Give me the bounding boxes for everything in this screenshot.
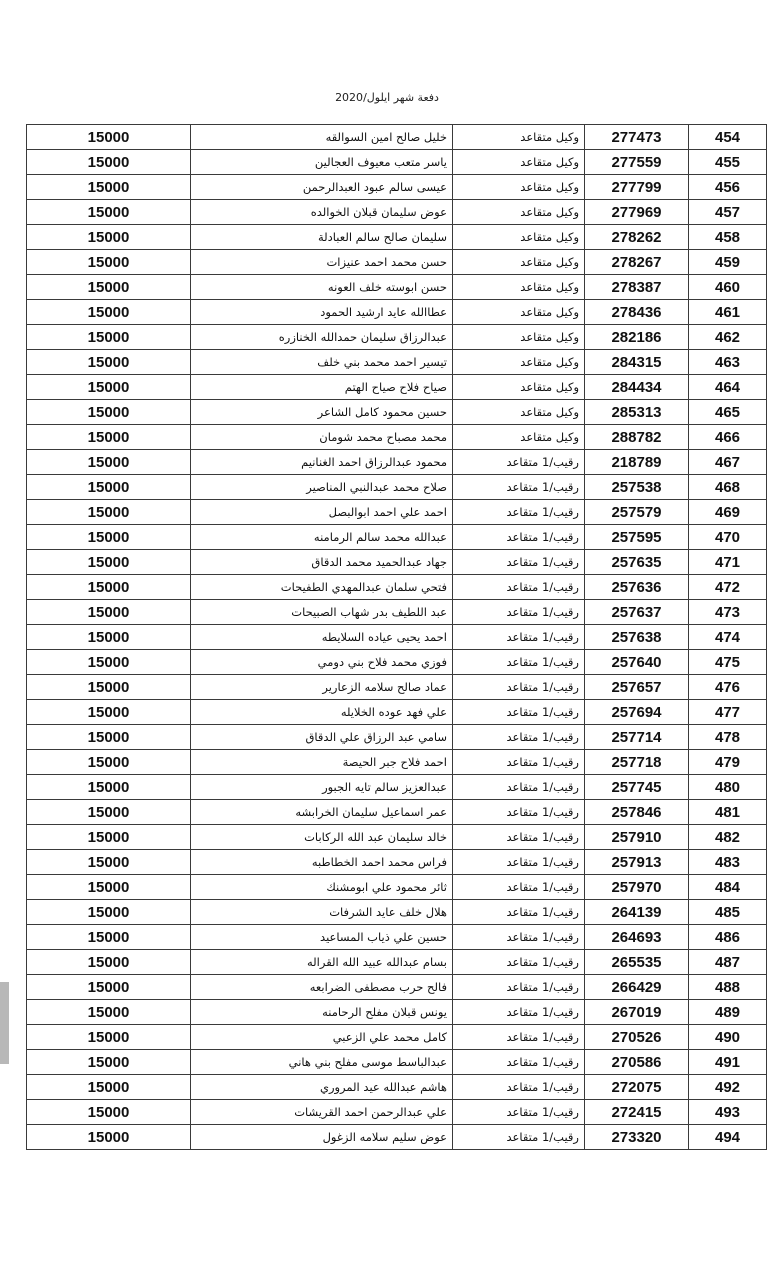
amount-cell: 15000 bbox=[27, 575, 191, 600]
amount-cell: 15000 bbox=[27, 975, 191, 1000]
serial-number-cell: 468 bbox=[689, 475, 767, 500]
name-cell: عوض سليمان قبلان الخوالده bbox=[191, 200, 453, 225]
rank-cell: رقيب/1 متقاعد bbox=[453, 875, 585, 900]
table-row bbox=[27, 550, 767, 575]
name-cell: محمد مصباح محمد شومان bbox=[191, 425, 453, 450]
rank-cell: وكيل متقاعد bbox=[453, 250, 585, 275]
amount-cell: 15000 bbox=[27, 875, 191, 900]
name-cell: فراس محمد احمد الخطاطبه bbox=[191, 850, 453, 875]
amount-cell: 15000 bbox=[27, 375, 191, 400]
table-row bbox=[27, 875, 767, 900]
military-id-cell: 273320 bbox=[585, 1125, 689, 1150]
rank-cell: وكيل متقاعد bbox=[453, 300, 585, 325]
amount-cell: 15000 bbox=[27, 850, 191, 875]
table-row bbox=[27, 525, 767, 550]
amount-cell: 15000 bbox=[27, 1075, 191, 1100]
amount-cell: 15000 bbox=[27, 650, 191, 675]
name-cell: محمود عبدالرزاق احمد الغنانيم bbox=[191, 450, 453, 475]
rank-cell: رقيب/1 متقاعد bbox=[453, 800, 585, 825]
military-id-cell: 257846 bbox=[585, 800, 689, 825]
name-cell: عبدالباسط موسى مفلح بني هاني bbox=[191, 1050, 453, 1075]
table-row bbox=[27, 1025, 767, 1050]
military-id-cell: 277473 bbox=[585, 125, 689, 150]
table-row bbox=[27, 750, 767, 775]
name-cell: هلال خلف عايد الشرفات bbox=[191, 900, 453, 925]
serial-number-cell: 473 bbox=[689, 600, 767, 625]
table-row bbox=[27, 300, 767, 325]
serial-number-cell: 466 bbox=[689, 425, 767, 450]
military-id-cell: 265535 bbox=[585, 950, 689, 975]
page-title: دفعة شهر ايلول/2020 bbox=[335, 91, 439, 104]
name-cell: كامل محمد علي الزعبي bbox=[191, 1025, 453, 1050]
serial-number-cell: 464 bbox=[689, 375, 767, 400]
rank-cell: رقيب/1 متقاعد bbox=[453, 1000, 585, 1025]
rank-cell: وكيل متقاعد bbox=[453, 150, 585, 175]
table-row bbox=[27, 1100, 767, 1125]
name-cell: بسام عبدالله عبيد الله القراله bbox=[191, 950, 453, 975]
table-row bbox=[27, 775, 767, 800]
serial-number-cell: 474 bbox=[689, 625, 767, 650]
name-cell: يونس قبلان مفلح الرحامنه bbox=[191, 1000, 453, 1025]
military-id-cell: 270586 bbox=[585, 1050, 689, 1075]
table-row bbox=[27, 1125, 767, 1150]
rank-cell: رقيب/1 متقاعد bbox=[453, 625, 585, 650]
amount-cell: 15000 bbox=[27, 900, 191, 925]
rank-cell: وكيل متقاعد bbox=[453, 425, 585, 450]
name-cell: تيسير احمد محمد بني خلف bbox=[191, 350, 453, 375]
amount-cell: 15000 bbox=[27, 275, 191, 300]
name-cell: احمد فلاح جبر الحيصة bbox=[191, 750, 453, 775]
table-row bbox=[27, 675, 767, 700]
serial-number-cell: 475 bbox=[689, 650, 767, 675]
military-id-cell: 278262 bbox=[585, 225, 689, 250]
amount-cell: 15000 bbox=[27, 1050, 191, 1075]
serial-number-cell: 494 bbox=[689, 1125, 767, 1150]
table-row bbox=[27, 900, 767, 925]
rank-cell: رقيب/1 متقاعد bbox=[453, 450, 585, 475]
military-id-cell: 285313 bbox=[585, 400, 689, 425]
table-row bbox=[27, 1000, 767, 1025]
rank-cell: رقيب/1 متقاعد bbox=[453, 1125, 585, 1150]
name-cell: خالد سليمان عبد الله الركابات bbox=[191, 825, 453, 850]
rank-cell: رقيب/1 متقاعد bbox=[453, 475, 585, 500]
table-row bbox=[27, 375, 767, 400]
serial-number-cell: 459 bbox=[689, 250, 767, 275]
table-row bbox=[27, 800, 767, 825]
serial-number-cell: 493 bbox=[689, 1100, 767, 1125]
table-row bbox=[27, 575, 767, 600]
military-id-cell: 267019 bbox=[585, 1000, 689, 1025]
name-cell: هاشم عبدالله عيد المروري bbox=[191, 1075, 453, 1100]
name-cell: حسن ابوسته خلف العونه bbox=[191, 275, 453, 300]
rank-cell: رقيب/1 متقاعد bbox=[453, 900, 585, 925]
amount-cell: 15000 bbox=[27, 225, 191, 250]
name-cell: فتحي سلمان عبدالمهدي الطفيحات bbox=[191, 575, 453, 600]
serial-number-cell: 461 bbox=[689, 300, 767, 325]
rank-cell: رقيب/1 متقاعد bbox=[453, 1050, 585, 1075]
table-row bbox=[27, 350, 767, 375]
serial-number-cell: 460 bbox=[689, 275, 767, 300]
table-row bbox=[27, 950, 767, 975]
table-row bbox=[27, 650, 767, 675]
amount-cell: 15000 bbox=[27, 250, 191, 275]
rank-cell: رقيب/1 متقاعد bbox=[453, 525, 585, 550]
serial-number-cell: 488 bbox=[689, 975, 767, 1000]
name-cell: صلاح محمد عبدالنبي المناصير bbox=[191, 475, 453, 500]
name-cell: ياسر متعب معيوف العجالين bbox=[191, 150, 453, 175]
amount-cell: 15000 bbox=[27, 425, 191, 450]
name-cell: حسن محمد احمد عنيزات bbox=[191, 250, 453, 275]
name-cell: جهاد عبدالحميد محمد الدقاق bbox=[191, 550, 453, 575]
amount-cell: 15000 bbox=[27, 725, 191, 750]
name-cell: ثائر محمود علي ابومشنك bbox=[191, 875, 453, 900]
rank-cell: رقيب/1 متقاعد bbox=[453, 975, 585, 1000]
military-id-cell: 218789 bbox=[585, 450, 689, 475]
name-cell: فالح حرب مصطفى الضرابعه bbox=[191, 975, 453, 1000]
rank-cell: وكيل متقاعد bbox=[453, 225, 585, 250]
table-row bbox=[27, 500, 767, 525]
name-cell: عبد اللطيف بدر شهاب الصبيحات bbox=[191, 600, 453, 625]
amount-cell: 15000 bbox=[27, 950, 191, 975]
military-id-cell: 257657 bbox=[585, 675, 689, 700]
table-row bbox=[27, 150, 767, 175]
table-row bbox=[27, 975, 767, 1000]
table-row bbox=[27, 725, 767, 750]
serial-number-cell: 492 bbox=[689, 1075, 767, 1100]
serial-number-cell: 479 bbox=[689, 750, 767, 775]
name-cell: سليمان صالح سالم العبادلة bbox=[191, 225, 453, 250]
amount-cell: 15000 bbox=[27, 125, 191, 150]
rank-cell: رقيب/1 متقاعد bbox=[453, 1025, 585, 1050]
amount-cell: 15000 bbox=[27, 1100, 191, 1125]
military-id-cell: 284315 bbox=[585, 350, 689, 375]
name-cell: فوزي محمد فلاح بني دومي bbox=[191, 650, 453, 675]
serial-number-cell: 483 bbox=[689, 850, 767, 875]
serial-number-cell: 467 bbox=[689, 450, 767, 475]
name-cell: عبدالرزاق سليمان حمدالله الخنازره bbox=[191, 325, 453, 350]
serial-number-cell: 457 bbox=[689, 200, 767, 225]
serial-number-cell: 462 bbox=[689, 325, 767, 350]
name-cell: احمد علي احمد ابوالبصل bbox=[191, 500, 453, 525]
military-id-cell: 270526 bbox=[585, 1025, 689, 1050]
military-id-cell: 257538 bbox=[585, 475, 689, 500]
amount-cell: 15000 bbox=[27, 800, 191, 825]
name-cell: عطاالله عايد ارشيد الحمود bbox=[191, 300, 453, 325]
military-id-cell: 266429 bbox=[585, 975, 689, 1000]
table-row bbox=[27, 700, 767, 725]
military-id-cell: 257640 bbox=[585, 650, 689, 675]
rank-cell: وكيل متقاعد bbox=[453, 125, 585, 150]
serial-number-cell: 489 bbox=[689, 1000, 767, 1025]
table-row bbox=[27, 1050, 767, 1075]
amount-cell: 15000 bbox=[27, 200, 191, 225]
serial-number-cell: 463 bbox=[689, 350, 767, 375]
name-cell: حسين محمود كامل الشاعر bbox=[191, 400, 453, 425]
military-id-cell: 257910 bbox=[585, 825, 689, 850]
serial-number-cell: 485 bbox=[689, 900, 767, 925]
name-cell: احمد يحيى عياده السلايطه bbox=[191, 625, 453, 650]
serial-number-cell: 476 bbox=[689, 675, 767, 700]
serial-number-cell: 480 bbox=[689, 775, 767, 800]
serial-number-cell: 484 bbox=[689, 875, 767, 900]
rank-cell: رقيب/1 متقاعد bbox=[453, 500, 585, 525]
amount-cell: 15000 bbox=[27, 1000, 191, 1025]
name-cell: عوض سليم سلامه الزغول bbox=[191, 1125, 453, 1150]
serial-number-cell: 465 bbox=[689, 400, 767, 425]
military-id-cell: 277559 bbox=[585, 150, 689, 175]
rank-cell: رقيب/1 متقاعد bbox=[453, 750, 585, 775]
amount-cell: 15000 bbox=[27, 300, 191, 325]
amount-cell: 15000 bbox=[27, 550, 191, 575]
military-id-cell: 257714 bbox=[585, 725, 689, 750]
table-row bbox=[27, 250, 767, 275]
amount-cell: 15000 bbox=[27, 675, 191, 700]
table-row bbox=[27, 175, 767, 200]
name-cell: عماد صالح سلامه الزعارير bbox=[191, 675, 453, 700]
name-cell: خليل صالح امين السوالقه bbox=[191, 125, 453, 150]
military-id-cell: 277799 bbox=[585, 175, 689, 200]
rank-cell: وكيل متقاعد bbox=[453, 400, 585, 425]
table-row bbox=[27, 125, 767, 150]
table-row bbox=[27, 425, 767, 450]
serial-number-cell: 482 bbox=[689, 825, 767, 850]
amount-cell: 15000 bbox=[27, 825, 191, 850]
serial-number-cell: 458 bbox=[689, 225, 767, 250]
amount-cell: 15000 bbox=[27, 150, 191, 175]
amount-cell: 15000 bbox=[27, 625, 191, 650]
military-id-cell: 257635 bbox=[585, 550, 689, 575]
rank-cell: رقيب/1 متقاعد bbox=[453, 950, 585, 975]
military-id-cell: 264139 bbox=[585, 900, 689, 925]
military-id-cell: 257638 bbox=[585, 625, 689, 650]
military-id-cell: 257579 bbox=[585, 500, 689, 525]
amount-cell: 15000 bbox=[27, 475, 191, 500]
serial-number-cell: 454 bbox=[689, 125, 767, 150]
rank-cell: رقيب/1 متقاعد bbox=[453, 775, 585, 800]
amount-cell: 15000 bbox=[27, 750, 191, 775]
table-row bbox=[27, 600, 767, 625]
serial-number-cell: 477 bbox=[689, 700, 767, 725]
military-id-cell: 278436 bbox=[585, 300, 689, 325]
name-cell: عبدالله محمد سالم الرمامنه bbox=[191, 525, 453, 550]
military-id-cell: 257970 bbox=[585, 875, 689, 900]
name-cell: حسين علي ذياب المساعيد bbox=[191, 925, 453, 950]
amount-cell: 15000 bbox=[27, 500, 191, 525]
amount-cell: 15000 bbox=[27, 450, 191, 475]
serial-number-cell: 487 bbox=[689, 950, 767, 975]
serial-number-cell: 456 bbox=[689, 175, 767, 200]
scan-edge-mark bbox=[0, 982, 9, 1064]
table-row bbox=[27, 400, 767, 425]
rank-cell: رقيب/1 متقاعد bbox=[453, 575, 585, 600]
amount-cell: 15000 bbox=[27, 400, 191, 425]
table-row bbox=[27, 325, 767, 350]
rank-cell: رقيب/1 متقاعد bbox=[453, 825, 585, 850]
amount-cell: 15000 bbox=[27, 600, 191, 625]
table-row bbox=[27, 850, 767, 875]
military-id-cell: 272415 bbox=[585, 1100, 689, 1125]
military-id-cell: 257694 bbox=[585, 700, 689, 725]
rank-cell: رقيب/1 متقاعد bbox=[453, 725, 585, 750]
serial-number-cell: 472 bbox=[689, 575, 767, 600]
rank-cell: رقيب/1 متقاعد bbox=[453, 550, 585, 575]
serial-number-cell: 471 bbox=[689, 550, 767, 575]
table-row bbox=[27, 625, 767, 650]
military-id-cell: 257745 bbox=[585, 775, 689, 800]
serial-number-cell: 486 bbox=[689, 925, 767, 950]
rank-cell: رقيب/1 متقاعد bbox=[453, 1075, 585, 1100]
serial-number-cell: 455 bbox=[689, 150, 767, 175]
name-cell: عبدالعزيز سالم تايه الجبور bbox=[191, 775, 453, 800]
military-id-cell: 282186 bbox=[585, 325, 689, 350]
military-id-cell: 257595 bbox=[585, 525, 689, 550]
amount-cell: 15000 bbox=[27, 775, 191, 800]
military-id-cell: 284434 bbox=[585, 375, 689, 400]
serial-number-cell: 490 bbox=[689, 1025, 767, 1050]
military-id-cell: 264693 bbox=[585, 925, 689, 950]
name-cell: علي فهد عوده الخلايله bbox=[191, 700, 453, 725]
military-id-cell: 277969 bbox=[585, 200, 689, 225]
military-id-cell: 257636 bbox=[585, 575, 689, 600]
amount-cell: 15000 bbox=[27, 1025, 191, 1050]
payment-table bbox=[26, 124, 767, 1150]
amount-cell: 15000 bbox=[27, 1125, 191, 1150]
name-cell: سامي عبد الرزاق علي الدقاق bbox=[191, 725, 453, 750]
table-row bbox=[27, 275, 767, 300]
rank-cell: وكيل متقاعد bbox=[453, 275, 585, 300]
name-cell: علي عبدالرحمن احمد القريشات bbox=[191, 1100, 453, 1125]
rank-cell: رقيب/1 متقاعد bbox=[453, 925, 585, 950]
amount-cell: 15000 bbox=[27, 325, 191, 350]
military-id-cell: 257913 bbox=[585, 850, 689, 875]
amount-cell: 15000 bbox=[27, 175, 191, 200]
rank-cell: وكيل متقاعد bbox=[453, 175, 585, 200]
military-id-cell: 278387 bbox=[585, 275, 689, 300]
table-row bbox=[27, 1075, 767, 1100]
table-row bbox=[27, 475, 767, 500]
name-cell: عمر اسماعيل سليمان الخرابشه bbox=[191, 800, 453, 825]
amount-cell: 15000 bbox=[27, 350, 191, 375]
serial-number-cell: 481 bbox=[689, 800, 767, 825]
rank-cell: وكيل متقاعد bbox=[453, 200, 585, 225]
amount-cell: 15000 bbox=[27, 700, 191, 725]
military-id-cell: 278267 bbox=[585, 250, 689, 275]
rank-cell: رقيب/1 متقاعد bbox=[453, 675, 585, 700]
rank-cell: وكيل متقاعد bbox=[453, 350, 585, 375]
serial-number-cell: 469 bbox=[689, 500, 767, 525]
military-id-cell: 257637 bbox=[585, 600, 689, 625]
table-row bbox=[27, 450, 767, 475]
name-cell: صياح فلاح صياح الهتم bbox=[191, 375, 453, 400]
rank-cell: رقيب/1 متقاعد bbox=[453, 600, 585, 625]
serial-number-cell: 470 bbox=[689, 525, 767, 550]
serial-number-cell: 491 bbox=[689, 1050, 767, 1075]
amount-cell: 15000 bbox=[27, 925, 191, 950]
military-id-cell: 257718 bbox=[585, 750, 689, 775]
rank-cell: رقيب/1 متقاعد bbox=[453, 650, 585, 675]
rank-cell: وكيل متقاعد bbox=[453, 375, 585, 400]
military-id-cell: 288782 bbox=[585, 425, 689, 450]
rank-cell: وكيل متقاعد bbox=[453, 325, 585, 350]
serial-number-cell: 478 bbox=[689, 725, 767, 750]
table-row bbox=[27, 200, 767, 225]
rank-cell: رقيب/1 متقاعد bbox=[453, 1100, 585, 1125]
name-cell: عيسى سالم عبود العبدالرحمن bbox=[191, 175, 453, 200]
rank-cell: رقيب/1 متقاعد bbox=[453, 850, 585, 875]
payment-table-body bbox=[27, 125, 767, 1150]
table-row bbox=[27, 925, 767, 950]
military-id-cell: 272075 bbox=[585, 1075, 689, 1100]
rank-cell: رقيب/1 متقاعد bbox=[453, 700, 585, 725]
amount-cell: 15000 bbox=[27, 525, 191, 550]
table-row bbox=[27, 225, 767, 250]
table-row bbox=[27, 825, 767, 850]
